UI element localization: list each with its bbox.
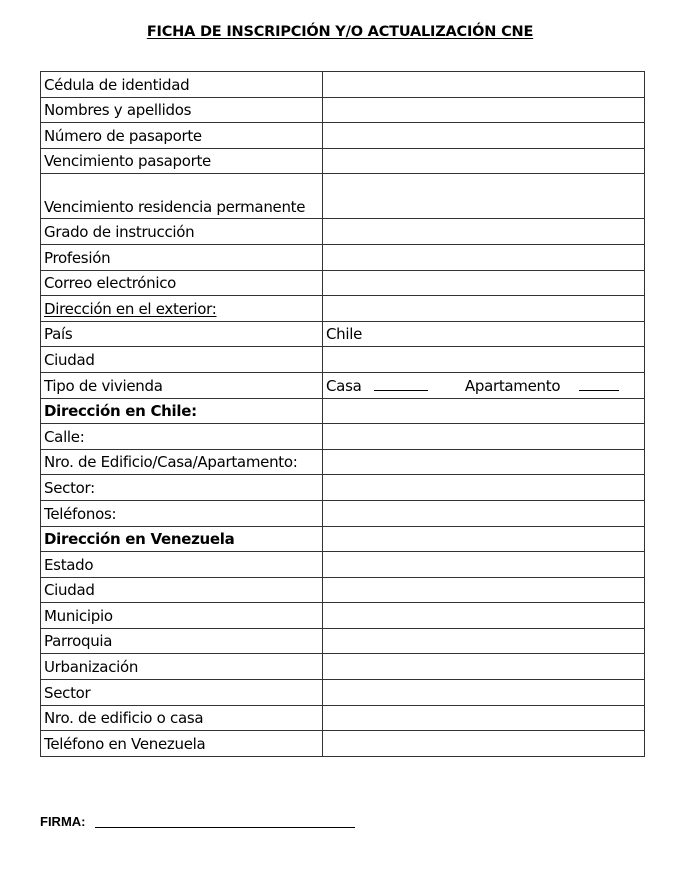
- casa-blank[interactable]: [374, 378, 428, 391]
- row-value-field: [323, 526, 645, 552]
- row-label: Correo electrónico: [41, 270, 323, 296]
- table-row-parroquia: [41, 628, 645, 654]
- row-value-field[interactable]: [323, 500, 645, 526]
- row-value-field[interactable]: [323, 449, 645, 475]
- row-value-field[interactable]: [323, 148, 645, 174]
- table-row-grado-instruccion: [41, 219, 645, 245]
- row-label: Grado de instrucción: [41, 219, 323, 245]
- row-value-field[interactable]: [323, 97, 645, 123]
- row-label: Nro. de Edificio/Casa/Apartamento:: [41, 449, 323, 475]
- table-row-pasaporte: [41, 123, 645, 149]
- table-row-ciudad-exterior: [41, 347, 645, 373]
- row-value-field: [323, 296, 645, 322]
- row-value-field[interactable]: [323, 577, 645, 603]
- row-value-field[interactable]: [323, 174, 645, 219]
- table-row-calle: [41, 424, 645, 450]
- row-label: Tipo de vivienda: [41, 372, 323, 398]
- row-label: Estado: [41, 552, 323, 578]
- row-value-field[interactable]: [323, 424, 645, 450]
- row-value-field[interactable]: [323, 552, 645, 578]
- form-title: FICHA DE INSCRIPCIÓN Y/O ACTUALIZACIÓN CNE: [146, 24, 534, 40]
- option-apartamento-label: Apartamento: [464, 376, 561, 395]
- section-header-exterior: [41, 296, 645, 322]
- table-row-telefonos: [41, 500, 645, 526]
- section-label-text: Dirección en el exterior:: [44, 299, 217, 318]
- row-label: Vencimiento pasaporte: [41, 148, 323, 174]
- row-label: Municipio: [41, 603, 323, 629]
- row-label: Vencimiento residencia permanente: [41, 174, 323, 219]
- row-label: Ciudad: [41, 577, 323, 603]
- row-label: Nro. de edificio o casa: [41, 705, 323, 731]
- row-label: País: [41, 321, 323, 347]
- registration-form-table: [40, 71, 645, 757]
- row-label: Calle:: [41, 424, 323, 450]
- row-value-field[interactable]: [323, 628, 645, 654]
- table-row-municipio: [41, 603, 645, 629]
- table-row-sector-venezuela: [41, 680, 645, 706]
- row-label: Cédula de identidad: [41, 72, 323, 98]
- signature-line[interactable]: [95, 827, 355, 828]
- section-header-chile: [41, 398, 645, 424]
- row-value-field[interactable]: [323, 603, 645, 629]
- row-value-field[interactable]: [323, 72, 645, 98]
- table-row-tipo-vivienda: [41, 372, 645, 398]
- table-row-correo: [41, 270, 645, 296]
- table-row-pais: [41, 321, 645, 347]
- table-row-nro-edificio-casa: [41, 705, 645, 731]
- row-label: Número de pasaporte: [41, 123, 323, 149]
- table-row-vencimiento-residencia: [41, 174, 645, 219]
- row-label: Nombres y apellidos: [41, 97, 323, 123]
- row-label: Sector:: [41, 475, 323, 501]
- section-label: Dirección en Venezuela: [41, 526, 323, 552]
- apartamento-blank[interactable]: [579, 378, 619, 391]
- row-label: Teléfono en Venezuela: [41, 731, 323, 757]
- table-row-cedula: [41, 72, 645, 98]
- table-row-urbanizacion: [41, 654, 645, 680]
- table-row-vencimiento-pasaporte: [41, 148, 645, 174]
- row-label: Urbanización: [41, 654, 323, 680]
- row-value-field: [323, 398, 645, 424]
- option-casa-label: Casa: [326, 376, 362, 395]
- row-value-field[interactable]: [323, 654, 645, 680]
- row-value-field[interactable]: [323, 705, 645, 731]
- row-label: Teléfonos:: [41, 500, 323, 526]
- row-label: Ciudad: [41, 347, 323, 373]
- row-value-field[interactable]: [323, 731, 645, 757]
- table-row-estado: [41, 552, 645, 578]
- row-value-field[interactable]: [323, 347, 645, 373]
- table-row-profesion: [41, 244, 645, 270]
- row-value-field[interactable]: [323, 270, 645, 296]
- row-value-field[interactable]: [323, 244, 645, 270]
- signature-label: FIRMA:: [40, 814, 86, 829]
- section-header-venezuela: [41, 526, 645, 552]
- table-row-nombres: [41, 97, 645, 123]
- row-value-field[interactable]: Chile: [323, 321, 645, 347]
- row-value-field[interactable]: [323, 219, 645, 245]
- row-label: Parroquia: [41, 628, 323, 654]
- row-label: Sector: [41, 680, 323, 706]
- section-label: Dirección en Chile:: [41, 398, 323, 424]
- row-value-field[interactable]: [323, 680, 645, 706]
- row-value-field[interactable]: [323, 123, 645, 149]
- section-label: [41, 296, 323, 322]
- table-row-nro-edificio: [41, 449, 645, 475]
- row-label: Profesión: [41, 244, 323, 270]
- vivienda-options: [323, 372, 645, 398]
- table-row-ciudad-venezuela: [41, 577, 645, 603]
- table-row-telefono-venezuela: [41, 731, 645, 757]
- row-value-field[interactable]: [323, 475, 645, 501]
- table-row-sector-chile: [41, 475, 645, 501]
